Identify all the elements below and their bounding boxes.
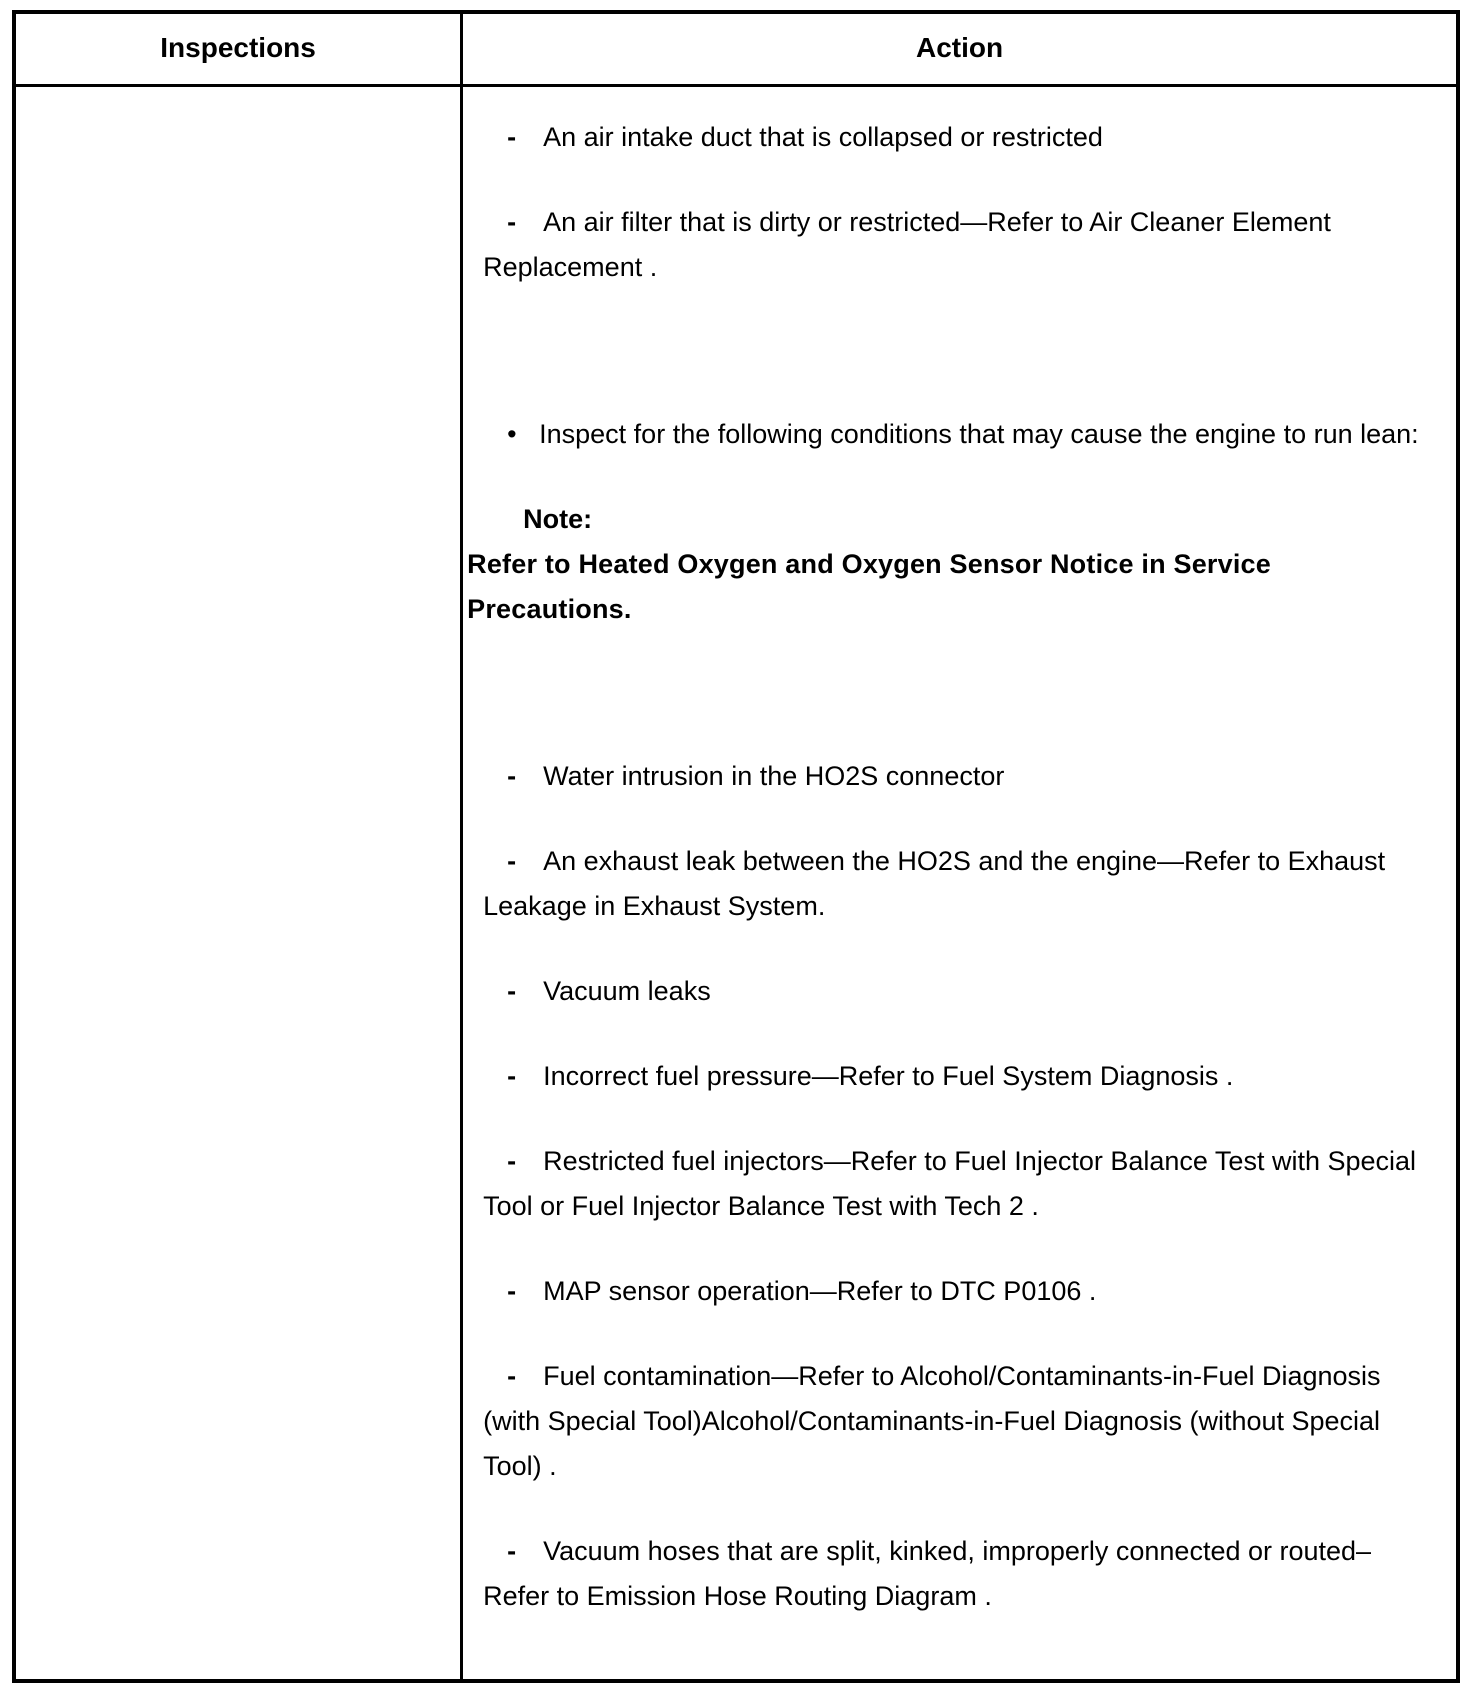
- action-item: [483, 1529, 1432, 1619]
- action-item-text: Vacuum leaks: [543, 976, 711, 1006]
- action-item-text: Refer to Heated Oxygen and Oxygen Sensor Notice in Service Precautions.: [467, 549, 1271, 624]
- action-item: [483, 330, 1432, 457]
- table-header-row: [14, 12, 1458, 86]
- column-header-inspections: Inspections: [14, 12, 462, 86]
- action-item-text: Inspect for the following conditions that may cause the engine to run lean:: [539, 419, 1419, 449]
- table-body-row: [14, 86, 1458, 1682]
- action-item-text: Restricted fuel injectors—Refer to Fuel Injector Balance Test with Special Tool or Fuel Injector Balance Test with Tech 2 .: [483, 1146, 1417, 1221]
- action-item: [483, 200, 1432, 290]
- action-item: [483, 839, 1432, 929]
- action-item-text: An air filter that is dirty or restricted—Refer to Air Cleaner Element Replacement .: [483, 207, 1331, 282]
- action-item-text: Note:: [523, 504, 593, 534]
- action-item: [483, 969, 1432, 1014]
- action-item-text: Vacuum hoses that are split, kinked, improperly connected or routed–Refer to Emission Hose Routing Diagram .: [483, 1536, 1372, 1611]
- dash-bullet-icon: -: [507, 761, 517, 791]
- column-header-action: Action: [462, 12, 1458, 86]
- action-item-text: An exhaust leak between the HO2S and the engine—Refer to Exhaust Leakage in Exhaust System.: [483, 846, 1386, 921]
- dash-bullet-icon: -: [507, 122, 517, 152]
- action-item-text: Water intrusion in the HO2S connector: [543, 761, 1005, 791]
- action-item: [467, 542, 1432, 632]
- action-item: [483, 1054, 1432, 1099]
- dash-bullet-icon: -: [507, 207, 517, 237]
- action-item: [483, 1139, 1432, 1229]
- dash-bullet-icon: -: [507, 1146, 517, 1176]
- dot-bullet-icon: •: [507, 419, 517, 449]
- action-item-list: [467, 115, 1432, 1619]
- action-item: [483, 497, 1432, 542]
- action-item-text: MAP sensor operation—Refer to DTC P0106 .: [543, 1276, 1097, 1306]
- action-item: [483, 115, 1432, 160]
- action-item-text: Fuel contamination—Refer to Alcohol/Contaminants-in-Fuel Diagnosis (with Special Tool)Alcohol/Contaminants-in-Fuel Diagnosis (without Special Tool) .: [483, 1361, 1381, 1481]
- dash-bullet-icon: -: [507, 1361, 517, 1391]
- action-item-text: Incorrect fuel pressure—Refer to Fuel System Diagnosis .: [543, 1061, 1234, 1091]
- dash-bullet-icon: -: [507, 846, 517, 876]
- dash-bullet-icon: -: [507, 976, 517, 1006]
- action-cell: [462, 86, 1458, 1682]
- action-item-text: An air intake duct that is collapsed or restricted: [543, 122, 1103, 152]
- action-item: [483, 1354, 1432, 1489]
- inspections-cell: [14, 86, 462, 1682]
- dash-bullet-icon: -: [507, 1061, 517, 1091]
- action-item: [483, 1269, 1432, 1314]
- dash-bullet-icon: -: [507, 1536, 517, 1566]
- action-item: [483, 672, 1432, 799]
- dash-bullet-icon: -: [507, 1276, 517, 1306]
- inspection-action-table: [12, 10, 1460, 1683]
